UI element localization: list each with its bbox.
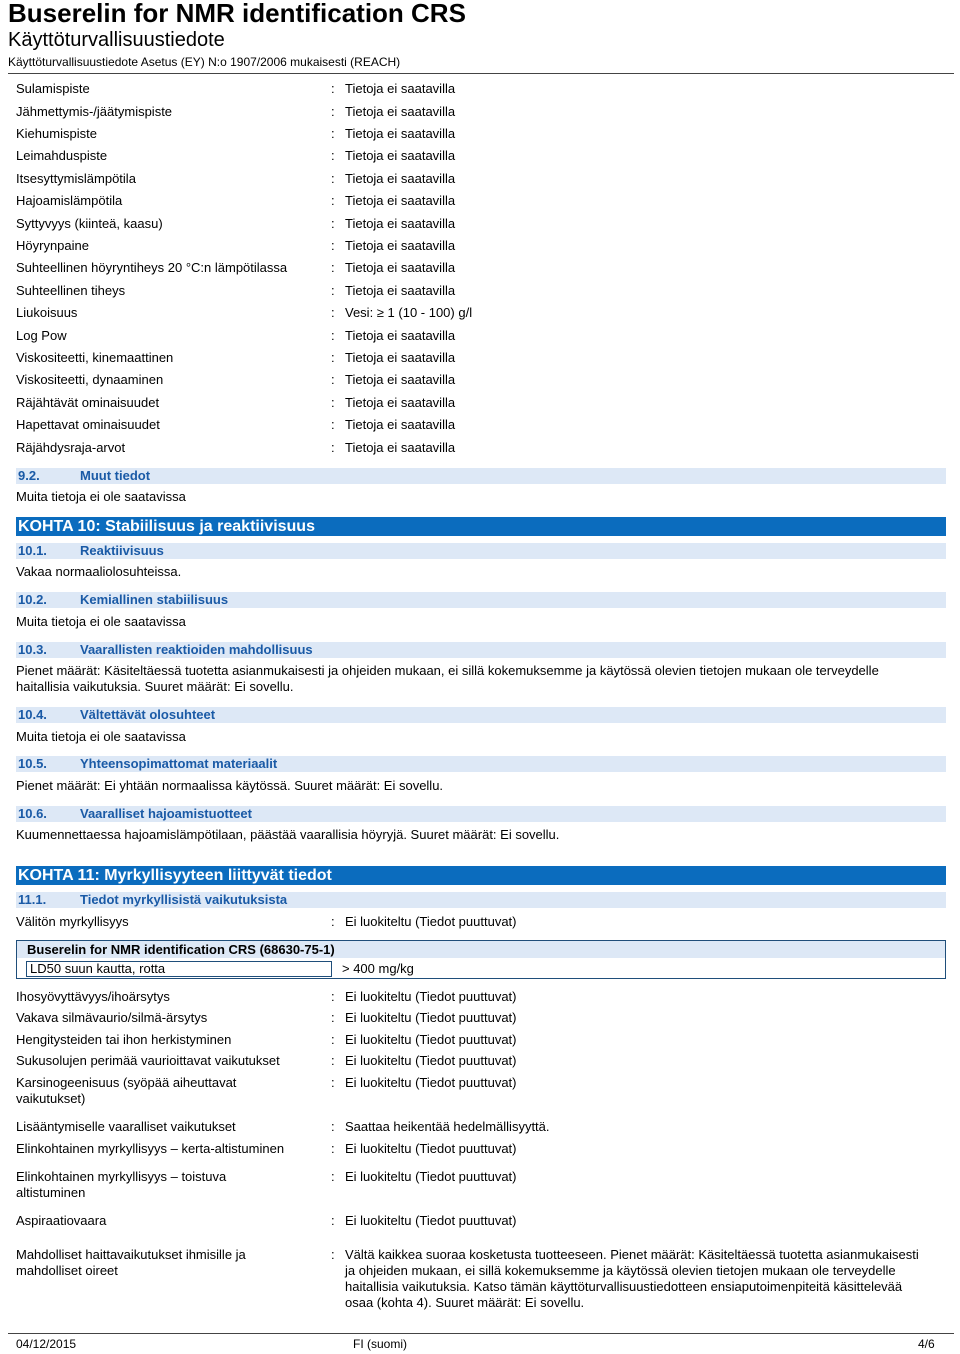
tox-label: Välitön myrkyllisyys <box>16 914 129 929</box>
property-label: Syttyvyys (kiinteä, kaasu) <box>16 216 163 231</box>
subsection-number: 9.2. <box>18 468 40 483</box>
property-label: Log Pow <box>16 328 67 343</box>
tox-value: Ei luokiteltu (Tiedot puuttuvat) <box>345 1213 517 1228</box>
colon: : <box>331 989 335 1004</box>
property-label: Räjähdysraja-arvot <box>16 440 126 455</box>
colon: : <box>331 81 335 96</box>
colon: : <box>331 260 335 275</box>
subsection-10-6-header <box>16 806 946 822</box>
subsection-10-4-header <box>16 707 946 723</box>
colon: : <box>331 1053 335 1068</box>
colon: : <box>331 1169 335 1184</box>
property-label: Hapettavat ominaisuudet <box>16 417 160 432</box>
colon: : <box>331 440 335 455</box>
tox-value: Ei luokiteltu (Tiedot puuttuvat) <box>345 914 517 929</box>
property-value: Tietoja ei saatavilla <box>345 81 456 96</box>
property-label: Itsesyttymislämpötila <box>16 171 136 186</box>
property-value: Vesi: ≥ 1 (10 - 100) g/l <box>345 305 473 320</box>
property-value: Tietoja ei saatavilla <box>345 193 456 208</box>
subsection-11-1-header <box>16 892 946 908</box>
subsection-10-6-text: Kuumennettaessa hajoamislämpötilaan, päästää vaarallisia höyryjä. Suuret määrät: Ei sovellu. <box>16 827 560 842</box>
subsection-title: Vältettävät olosuhteet <box>80 707 216 722</box>
tox-label: Lisääntymiselle vaaralliset vaikutukset <box>16 1119 236 1134</box>
property-label: Höyrynpaine <box>16 238 89 253</box>
property-label: Suhteellinen tiheys <box>16 283 126 298</box>
colon: : <box>331 372 335 387</box>
property-value: Tietoja ei saatavilla <box>345 260 456 275</box>
table-cell-label <box>26 961 332 977</box>
property-value: Tietoja ei saatavilla <box>345 440 456 455</box>
tox-label: Aspiraatiovaara <box>16 1213 107 1228</box>
tox-label: Elinkohtainen myrkyllisyys – kerta-altistuminen <box>16 1141 285 1156</box>
property-label: Viskositeetti, dynaaminen <box>16 372 164 387</box>
toxicity-table <box>16 940 946 979</box>
subsection-title: Muut tiedot <box>80 468 151 483</box>
tox-value: Ei luokiteltu (Tiedot puuttuvat) <box>345 1032 517 1047</box>
property-value: Tietoja ei saatavilla <box>345 395 456 410</box>
colon: : <box>331 1247 335 1262</box>
subsection-10-3-header <box>16 642 946 658</box>
property-value: Tietoja ei saatavilla <box>345 238 456 253</box>
property-label: Jähmettymis-/jäätymispiste <box>16 104 173 119</box>
subsection-9-2-header <box>16 468 946 484</box>
tox-label: Ihosyövyttävyys/ihoärsytys <box>16 989 170 1004</box>
footer-divider <box>8 1333 954 1334</box>
subsection-9-2-text: Muita tietoja ei ole saatavissa <box>16 489 186 504</box>
subsection-title: Tiedot myrkyllisistä vaikutuksista <box>80 892 288 907</box>
colon: : <box>331 148 335 163</box>
colon: : <box>331 126 335 141</box>
tox-label: Elinkohtainen myrkyllisyys – toistuva altistuminen <box>16 1169 227 1200</box>
colon: : <box>331 417 335 432</box>
header-divider <box>8 73 954 74</box>
subsection-number: 10.4. <box>18 707 47 722</box>
table-header <box>17 941 945 958</box>
subsection-number: 10.5. <box>18 756 47 771</box>
property-label: Viskositeetti, kinemaattinen <box>16 350 174 365</box>
tox-value: Ei luokiteltu (Tiedot puuttuvat) <box>345 1010 517 1025</box>
tox-value: Ei luokiteltu (Tiedot puuttuvat) <box>345 1075 517 1090</box>
regulation-line: Käyttöturvallisuustiedote Asetus (EY) N:o 1907/2006 mukaisesti (REACH) <box>8 55 401 69</box>
tox-value: Saattaa heikentää hedelmällisyyttä. <box>345 1119 550 1134</box>
colon: : <box>331 914 335 929</box>
subsection-10-5-header <box>16 756 946 772</box>
property-value: Tietoja ei saatavilla <box>345 104 456 119</box>
section-title: KOHTA 10: Stabiilisuus ja reaktiivisuus <box>18 518 315 535</box>
subsection-title: Reaktiivisuus <box>80 543 164 558</box>
colon: : <box>331 238 335 253</box>
property-value: Tietoja ei saatavilla <box>345 328 456 343</box>
table-cell-value: > 400 mg/kg <box>342 961 414 976</box>
property-value: Tietoja ei saatavilla <box>345 171 456 186</box>
colon: : <box>331 328 335 343</box>
subsection-number: 10.6. <box>18 806 47 821</box>
section-10-header <box>16 517 946 536</box>
property-label: Leimahduspiste <box>16 148 108 163</box>
tox-label: Mahdolliset haittavaikutukset ihmisille ja mahdolliset oireet <box>16 1247 246 1278</box>
tox-label: Sukusolujen perimää vaurioittavat vaikutukset <box>16 1053 280 1068</box>
subsection-title: Kemiallinen stabiilisuus <box>80 592 229 607</box>
subsection-10-5-text: Pienet määrät: Ei yhtään normaalissa käytössä. Suuret määrät: Ei sovellu. <box>16 778 444 793</box>
subsection-number: 10.2. <box>18 592 47 607</box>
tox-value: Ei luokiteltu (Tiedot puuttuvat) <box>345 1141 517 1156</box>
subsection-title: Vaaralliset hajoamistuotteet <box>80 806 252 821</box>
section-title: KOHTA 11: Myrkyllisyyteen liittyvät tiedot <box>18 867 332 884</box>
colon: : <box>331 395 335 410</box>
colon: : <box>331 1010 335 1025</box>
colon: : <box>331 283 335 298</box>
property-label: Sulamispiste <box>16 81 90 96</box>
colon: : <box>331 104 335 119</box>
property-value: Tietoja ei saatavilla <box>345 126 456 141</box>
colon: : <box>331 1032 335 1047</box>
subsection-number: 10.1. <box>18 543 47 558</box>
subsection-10-4-text: Muita tietoja ei ole saatavissa <box>16 729 186 744</box>
property-label: Räjähtävät ominaisuudet <box>16 395 160 410</box>
property-value: Tietoja ei saatavilla <box>345 216 456 231</box>
tox-label: Hengitysteiden tai ihon herkistyminen <box>16 1032 232 1047</box>
subsection-number: 10.3. <box>18 642 47 657</box>
property-label: Kiehumispiste <box>16 126 97 141</box>
tox-value: Vältä kaikkea suoraa kosketusta tuotteeseen. Pienet määrät: Käsiteltäessä tuotetta asianmukaisesti ja ohjeiden mukaan, ei sillä kokemuksemme ja käytössä olevien tietojen mukaan ole terveydelle haitallisia vaikutuksia. Katso tämän käyttöturvallisuustiedotteen ensiaputoimenpiteitä käsittelevää osaa (kohta 4). Suuret määrät: Ei sovellu. <box>345 1247 919 1310</box>
colon: : <box>331 1141 335 1156</box>
footer-date: 04/12/2015 <box>16 1337 77 1351</box>
tox-value: Ei luokiteltu (Tiedot puuttuvat) <box>345 1169 517 1184</box>
subsection-10-1-header <box>16 543 946 559</box>
property-label: Liukoisuus <box>16 305 78 320</box>
colon: : <box>331 193 335 208</box>
table-cell-text: LD50 suun kautta, rotta <box>30 961 166 976</box>
tox-label: Vakava silmävaurio/silmä-ärsytys <box>16 1010 208 1025</box>
property-label: Hajoamislämpötila <box>16 193 123 208</box>
table-header-text: Buserelin for NMR identification CRS (68630-75-1) <box>27 942 335 957</box>
property-value: Tietoja ei saatavilla <box>345 372 456 387</box>
property-value: Tietoja ei saatavilla <box>345 350 456 365</box>
colon: : <box>331 1075 335 1090</box>
property-value: Tietoja ei saatavilla <box>345 417 456 432</box>
subsection-10-1-text: Vakaa normaaliolosuhteissa. <box>16 564 182 579</box>
tox-value: Ei luokiteltu (Tiedot puuttuvat) <box>345 1053 517 1068</box>
colon: : <box>331 171 335 186</box>
document-title: Buserelin for NMR identification CRS <box>8 0 466 28</box>
colon: : <box>331 1119 335 1134</box>
subsection-10-2-text: Muita tietoja ei ole saatavissa <box>16 614 186 629</box>
tox-label: Karsinogeenisuus (syöpää aiheuttavat vaikutukset) <box>16 1075 237 1106</box>
footer-page-number: 4/6 <box>918 1337 935 1351</box>
property-value: Tietoja ei saatavilla <box>345 148 456 163</box>
subsection-title: Vaarallisten reaktioiden mahdollisuus <box>80 642 313 657</box>
footer-language: FI (suomi) <box>353 1337 407 1351</box>
colon: : <box>331 350 335 365</box>
section-11-header <box>16 866 946 885</box>
property-label: Suhteellinen höyryntiheys 20 °C:n lämpötilassa <box>16 260 288 275</box>
subsection-10-2-header <box>16 592 946 608</box>
property-value: Tietoja ei saatavilla <box>345 283 456 298</box>
document-subtitle: Käyttöturvallisuustiedote <box>8 29 225 51</box>
colon: : <box>331 1213 335 1228</box>
subsection-10-3-text: Pienet määrät: Käsiteltäessä tuotetta asianmukaisesti ja ohjeiden mukaan, ei sillä kokemuksemme ja käytössä olevien tietojen mukaan ole terveydelle haitallisia vaikutuksia. Suuret määrät: Ei sovellu. <box>16 663 879 694</box>
tox-value: Ei luokiteltu (Tiedot puuttuvat) <box>345 989 517 1004</box>
subsection-title: Yhteensopimattomat materiaalit <box>80 756 278 771</box>
colon: : <box>331 216 335 231</box>
subsection-number: 11.1. <box>18 892 47 907</box>
colon: : <box>331 305 335 320</box>
